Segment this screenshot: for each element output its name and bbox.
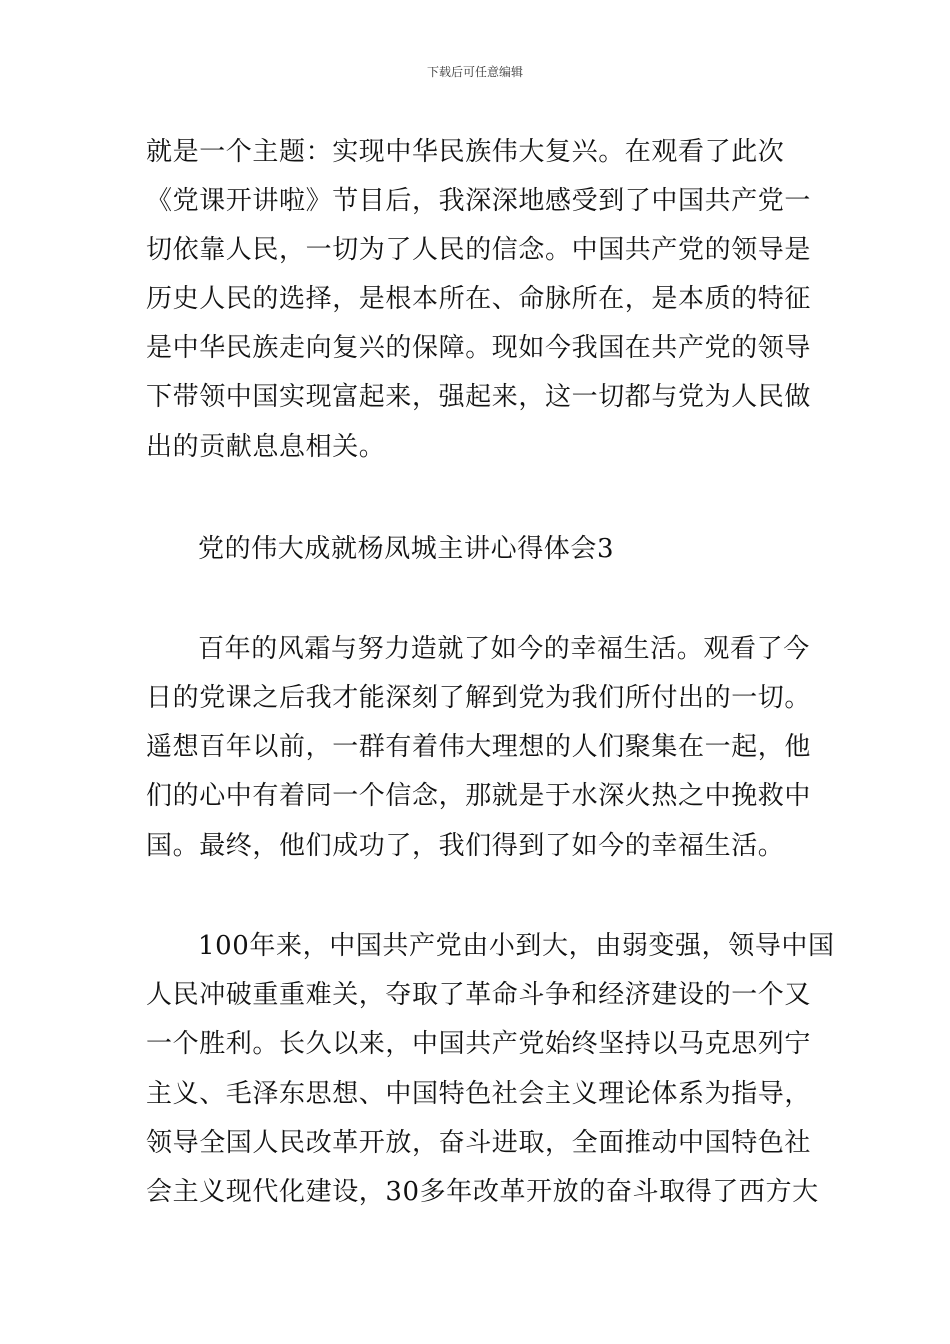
paragraph-line: 《党课开讲啦》节目后，我深深地感受到了中国共产党一: [146, 186, 812, 216]
paragraph-line: 百年的风霜与努力造就了如今的幸福生活。观看了今: [198, 634, 810, 664]
paragraph-line: 领导全国人民改革开放，奋斗进取，全面推动中国特色社: [146, 1128, 812, 1158]
paragraph-line: 人民冲破重重难关，夺取了革命斗争和经济建设的一个又: [146, 980, 812, 1010]
paragraph-line: 100年来，中国共产党由小到大，由弱变强，领导中国: [198, 931, 835, 961]
paragraph-line: 切依靠人民，一切为了人民的信念。中国共产党的领导是: [146, 235, 812, 265]
section-title: 党的伟大成就杨凤城主讲心得体会3: [198, 534, 615, 564]
page-header-note: 下载后可任意编辑: [426, 65, 523, 79]
paragraph-line: 历史人民的选择，是根本所在、命脉所在，是本质的特征: [146, 284, 812, 314]
paragraph-line: 出的贡献息息相关。: [146, 432, 386, 462]
paragraph-line: 一个胜利。长久以来，中国共产党始终坚持以马克思列宁: [146, 1029, 812, 1059]
paragraph-line: 主义、毛泽东思想、中国特色社会主义理论体系为指导，: [146, 1079, 812, 1109]
paragraph-line: 日的党课之后我才能深刻了解到党为我们所付出的一切。: [146, 683, 812, 713]
paragraph-line: 是中华民族走向复兴的保障。现如今我国在共产党的领导: [146, 333, 812, 363]
paragraph-line: 们的心中有着同一个信念，那就是于水深火热之中挽救中: [146, 781, 812, 811]
paragraph-line: 会主义现代化建设，30多年改革开放的奋斗取得了西方大: [146, 1177, 819, 1207]
paragraph-line: 就是一个主题：实现中华民族伟大复兴。在观看了此次: [146, 137, 785, 167]
paragraph-line: 国。最终，他们成功了，我们得到了如今的幸福生活。: [146, 831, 785, 861]
paragraph-line: 下带领中国实现富起来，强起来，这一切都与党为人民做: [146, 382, 812, 412]
paragraph-line: 遥想百年以前，一群有着伟大理想的人们聚集在一起，他: [146, 732, 812, 762]
